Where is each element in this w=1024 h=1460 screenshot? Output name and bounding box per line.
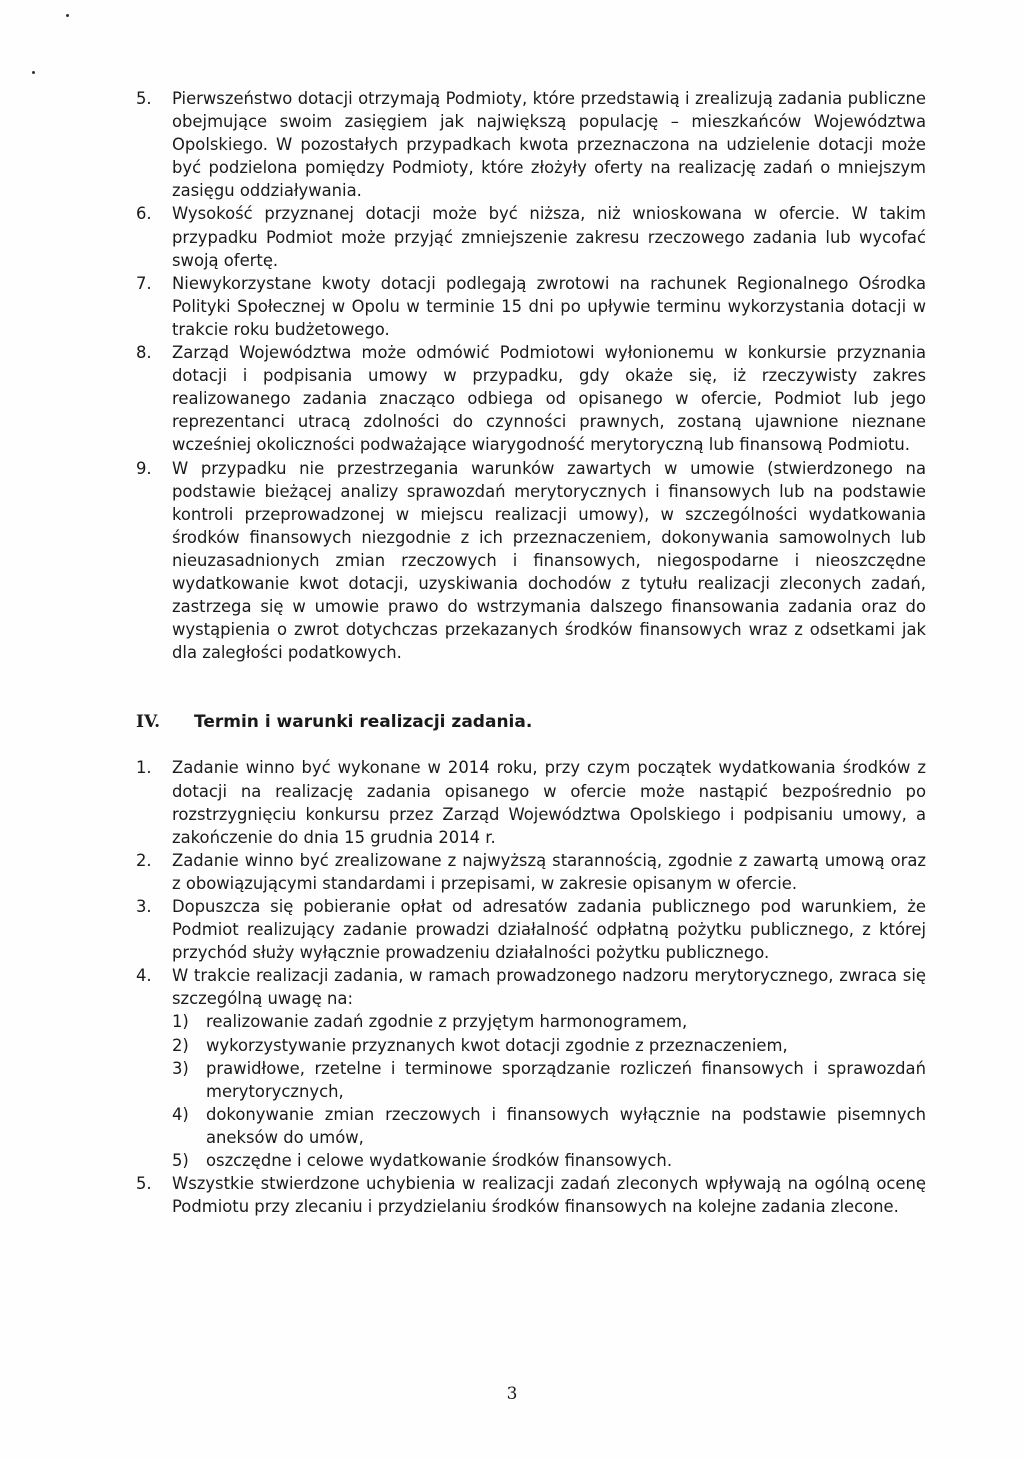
list-item (136, 202, 926, 271)
item-number: 8. (136, 343, 152, 363)
item-text: Dopuszcza się pobieranie opłat od adresatów zadania publicznego pod warunkiem, że Podmiot realizujący zadanie prowadzi działalność odpłatną pożytku publicznego, z której przychód służy wyłącznie prowadzeniu działalności pożytku publicznego. (172, 897, 926, 963)
item-text: Wysokość przyznanej dotacji może być niższa, niż wnioskowana w ofercie. W takim przypadku Podmiot może przyjąć zmniejszenie zakresu rzeczowego zadania lub wycofać swoją ofertę. (172, 204, 926, 270)
sub-list-item (172, 1057, 926, 1103)
section-title: Termin i warunki realizacji zadania. (194, 712, 533, 733)
item-number: 7. (136, 273, 152, 293)
section-heading (136, 711, 926, 734)
item-text: W przypadku nie przestrzegania warunków zawartych w umowie (stwierdzonego na podstawie bieżącej analizy sprawozdań merytorycznych i finansowych lub na podstawie kontroli przeprowadzonej w miejscu realizacji umowy), w szczególności wydatkowania środków finansowych niezgodnie z ich przeznaczeniem, dokonywania samowolnych lub nieuzasadnionych zmian rzeczowych i finansowych, niegospodarne i nieoszczędne wydatkowanie kwot dotacji, uzyskiwania dochodów z tytułu realizacji zleconych zadań, zastrzega się w umowie prawo do wstrzymania dalszego finansowania zadania oraz do wystąpienia o zwrot dotychczas przekazanych środków finansowych wraz z odsetkami jak dla zaległości podatkowych. (172, 458, 926, 663)
sub-list-item (172, 1149, 926, 1172)
item-number: 9. (136, 458, 152, 478)
item-text: Zadanie winno być zrealizowane z najwyższą starannością, zgodnie z zawartą umową oraz z obowiązującymi standardami i przepisami, w zakresie opisanym w ofercie. (172, 850, 926, 893)
item-number: 3. (136, 897, 152, 916)
document-body (136, 87, 926, 1218)
list-item (136, 849, 926, 895)
item-number: 6. (136, 204, 152, 224)
item-number: 4. (136, 966, 152, 986)
scan-speck (32, 71, 35, 74)
item-number: 5. (136, 89, 152, 108)
list-item (136, 1172, 926, 1218)
item-number: 5. (136, 1174, 152, 1194)
sub-item-number: 2) (172, 1035, 189, 1055)
item-text: Zarząd Województwa może odmówić Podmiotowi wyłonionemu w konkursie przyznania dotacji i podpisania umowy w przypadku, gdy okaże się, iż rzeczywisty zakres realizowanego zadania znacząco odbiega od opisanego w ofercie, Podmiot lub jego reprezentanci utracą zdolności do czynności prawnych, zostaną ujawnione nieznane wcześniej okoliczności podważające wiarygodność merytoryczną lub finansową Podmiotu. (172, 343, 926, 455)
item-text: Niewykorzystane kwoty dotacji podlegają zwrotowi na rachunek Regionalnego Ośrodka Polityki Społecznej w Opolu w terminie 15 dni po upływie terminu wykorzystania dotacji w trakcie roku budżetowego. (172, 273, 926, 339)
scan-speck (66, 14, 69, 17)
item-text: Pierwszeństwo dotacji otrzymają Podmioty, które przedstawią i zrealizują zadania publiczne obejmujące swoim zasięgiem jak największą populację – mieszkańców Województwa Opolskiego. W pozostałych przypadkach kwota przeznaczona na udzielenie dotacji może być podzielona pomiędzy Podmioty, które złożyły oferty na realizację zadań o mniejszym zasięgu oddziaływania. (172, 89, 926, 201)
list-item (136, 756, 926, 848)
item-text: W trakcie realizacji zadania, w ramach prowadzonego nadzoru merytorycznego, zwraca się szczególną uwagę na: (172, 966, 926, 1009)
list-item (136, 341, 926, 456)
page-number: 3 (506, 1384, 518, 1404)
sub-list-item (172, 1010, 926, 1033)
sub-item-text: prawidłowe, rzetelne i terminowe sporządzanie rozliczeń finansowych i sprawozdań merytorycznych, (206, 1058, 926, 1101)
list-item (136, 272, 926, 341)
sub-item-text: realizowanie zadań zgodnie z przyjętym harmonogramem, (206, 1012, 688, 1032)
item-content (172, 964, 926, 1172)
list-item (136, 87, 926, 202)
item-number: 1. (136, 758, 152, 778)
list-item (136, 457, 926, 665)
sub-item-text: oszczędne i celowe wydatkowanie środków finansowych. (206, 1151, 673, 1171)
sub-item-text: wykorzystywanie przyznanych kwot dotacji zgodnie z przeznaczeniem, (206, 1035, 788, 1055)
sub-item-number: 3) (172, 1058, 189, 1078)
list-item (136, 895, 926, 964)
list-item (136, 964, 926, 1172)
section-number: IV. (136, 712, 161, 733)
item-text: Wszystkie stwierdzone uchybienia w realizacji zadań zleconych wpływają na ogólną ocenę Podmiotu przy zlecaniu i przydzielaniu środków finansowych na kolejne zadania zlecone. (172, 1174, 926, 1217)
sub-list-item (172, 1034, 926, 1057)
sub-item-number: 4) (172, 1104, 189, 1124)
sub-item-number: 1) (172, 1012, 189, 1032)
sub-item-number: 5) (172, 1151, 189, 1171)
sub-list-item (172, 1103, 926, 1149)
item-text: Zadanie winno być wykonane w 2014 roku, przy czym początek wydatkowania środków z dotacji na realizację zadania opisanego w ofercie może nastąpić bezpośrednio po rozstrzygnięciu konkursu przez Zarząd Województwa Opolskiego i podpisaniu umowy, a zakończenie do dnia 15 grudnia 2014 r. (172, 758, 926, 847)
sub-item-text: dokonywanie zmian rzeczowych i finansowych wyłącznie na podstawie pisemnych aneksów do umów, (206, 1104, 926, 1147)
item-number: 2. (136, 850, 152, 870)
